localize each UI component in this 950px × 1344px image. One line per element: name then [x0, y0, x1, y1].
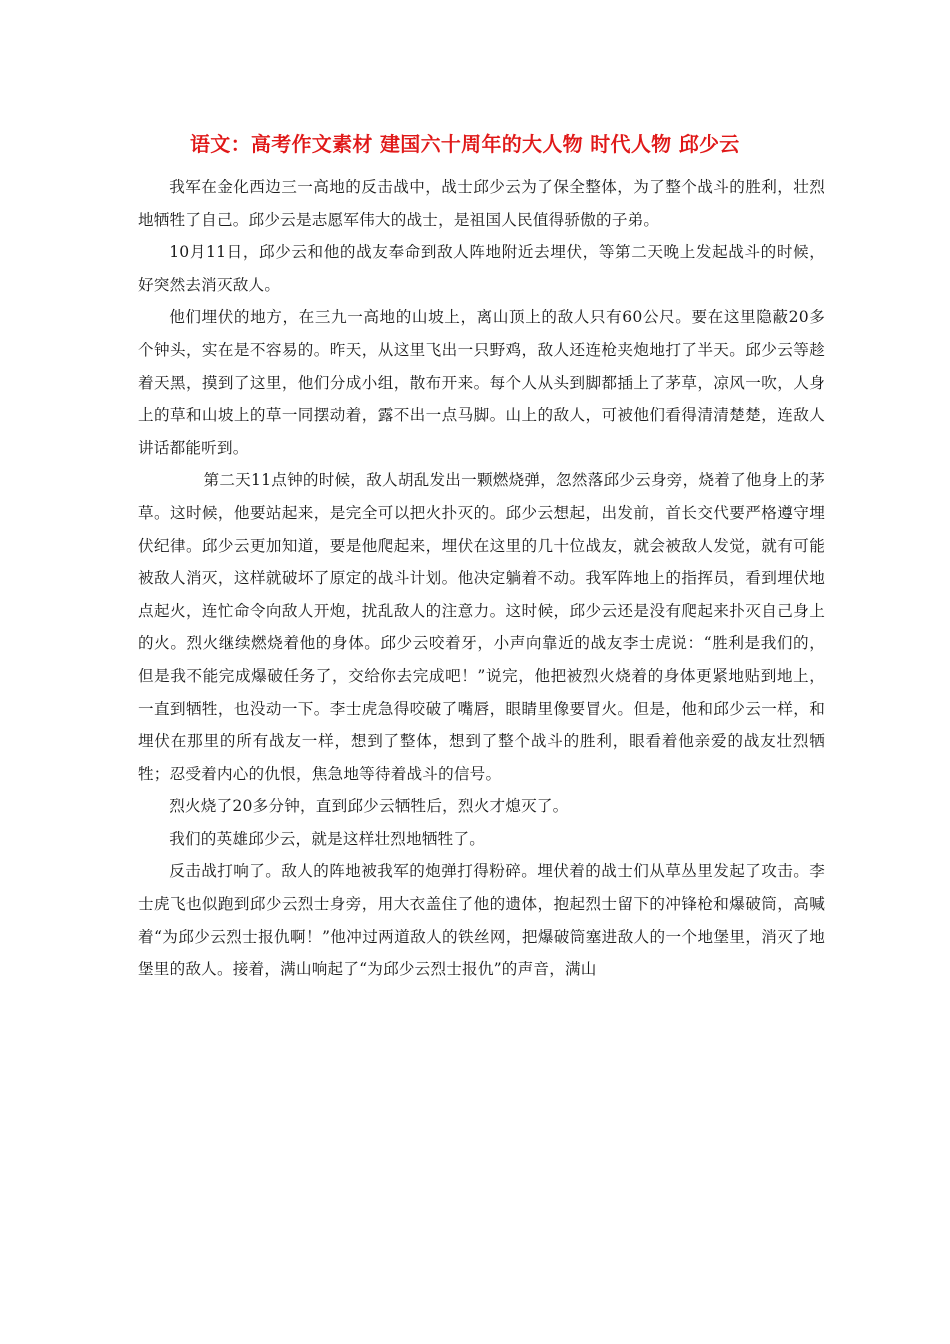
paragraph-2: 10月11日，邱少云和他的战友奉命到敌人阵地附近去埋伏，等第二天晚上发起战斗的时候，好突然去消灭敌人。 [138, 243, 825, 294]
paragraph-3: 他们埋伏的地方，在三九一高地的山坡上，离山顶上的敌人只有60公尺。要在这里隐蔽20多个钟头，实在是不容易的。昨天，从这里飞出一只野鸡，敌人还连枪夹炮地打了半天。邱少云等趁着天黑，摸到了这里，他们分成小组，散布开来。每个人从头到脚都插上了茅草，凉风一吹，人身上的草和山坡上的草一同摆动着，露不出一点马脚。山上的敌人，可被他们看得清清楚楚，连敌人讲话都能听到。 [138, 308, 825, 457]
paragraph-6: 我们的英雄邱少云，就是这样壮烈地牺牲了。 [169, 829, 486, 848]
paragraph-4: 第二天11点钟的时候，敌人胡乱发出一颗燃烧弹，忽然落邱少云身旁，烧着了他身上的茅草。这时候，他要站起来，是完全可以把火扑灭的。邱少云想起，出发前，首长交代要严格遵守埋伏纪律。邱少云更加知道，要是他爬起来，埋伏在这里的几十位战友，就会被敌人发觉，就有可能被敌人消灭，这样就破坏了原定的战斗计划。他决定躺着不动。我军阵地上的指挥员，看到埋伏地点起火，连忙命令向敌人开炮，扰乱敌人的注意力。这时候，邱少云还是没有爬起来扑灭自己身上的火。烈火继续燃烧着他的身体。邱少云咬着牙，小声向靠近的战友李士虎说：“胜利是我们的，但是我不能完成爆破任务了，交给你去完成吧！”说完，他把被烈火烧着的身体更紧地贴到地上，一直到牺牲，也没动一下。李士虎急得咬破了嘴唇，眼睛里像要冒火。但是，他和邱少云一样，和埋伏在那里的所有战友一样，想到了整体，想到了整个战斗的胜利，眼看着他亲爱的战友壮烈牺牲；忍受着内心的仇恨，焦急地等待着战斗的信号。 [138, 471, 825, 783]
document-title: 语文：高考作文素材 建国六十周年的大人物 时代人物 邱少云 [190, 132, 740, 156]
paragraph-7: 反击战打响了。敌人的阵地被我军的炮弹打得粉碎。埋伏着的战士们从草丛里发起了攻击。李士虎飞也似跑到邱少云烈士身旁，用大衣盖住了他的遗体，抱起烈士留下的冲锋枪和爆破筒，高喊着“为邱少云烈士报仇啊！”他冲过两道敌人的铁丝网，把爆破筒塞进敌人的一个地堡里，消灭了地堡里的敌人。接着，满山响起了“为邱少云烈士报仇”的声音，满山 [138, 862, 825, 979]
paragraph-1: 我军在金化西边三一高地的反击战中，战士邱少云为了保全整体，为了整个战斗的胜利，壮烈地牺牲了自己。邱少云是志愿军伟大的战士，是祖国人民值得骄傲的子弟。 [138, 178, 825, 229]
paragraph-5: 烈火烧了20多分钟，直到邱少云牺牲后，烈火才熄灭了。 [169, 797, 569, 816]
